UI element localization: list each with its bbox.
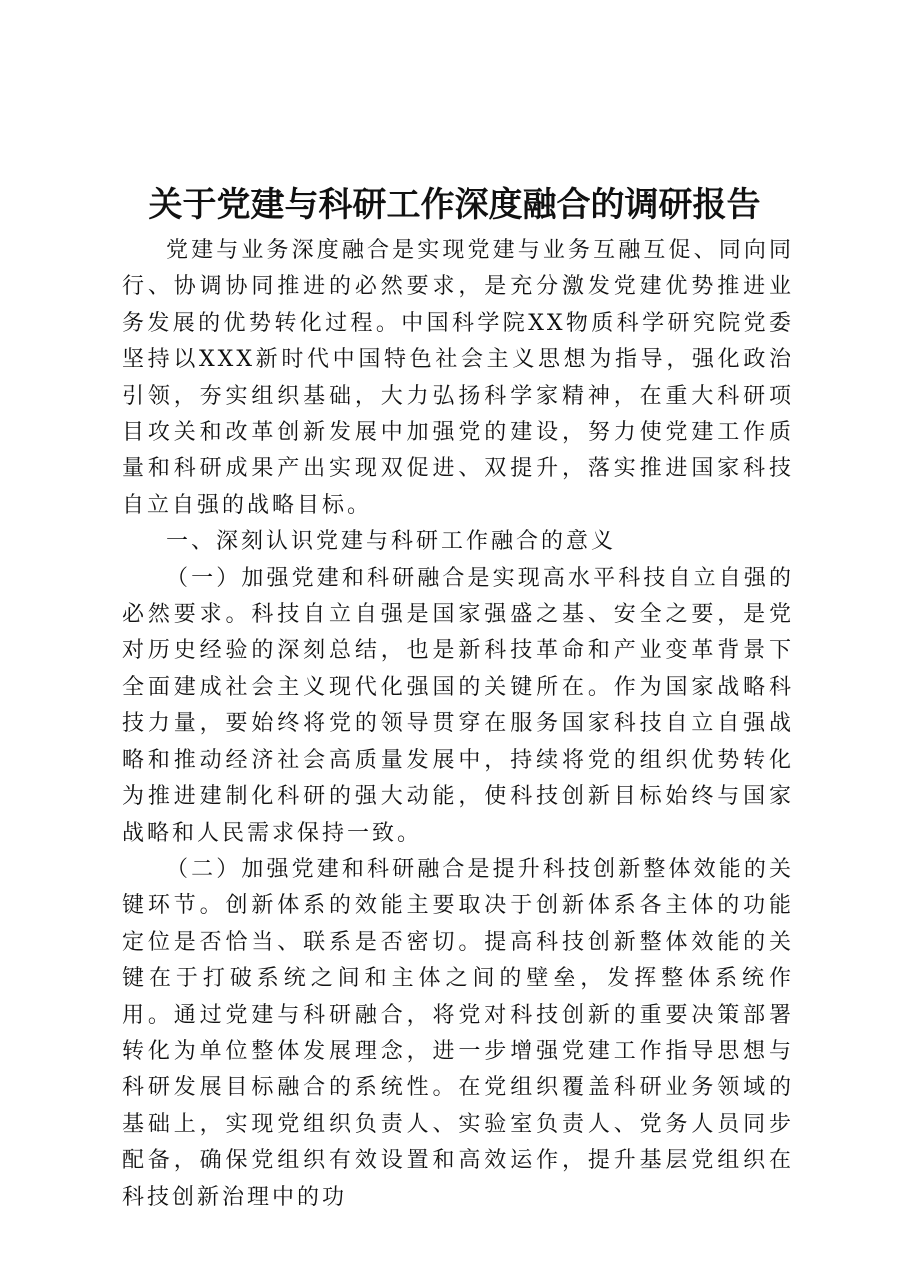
intro-paragraph: 党建与业务深度融合是实现党建与业务互融互促、同向同行、协调协同推进的必然要求，是充分激发党建优势推进业务发展的优势转化过程。中国科学院XX物质科学研究院党委坚持以XXX新时代中国特色社会主义思想为指导，强化政治引领，夯实组织基础，大力弘扬科学家精神，在重大科研项目攻关和改革创新发展中加强党的建设，努力使党建工作质量和科研成果产出实现双促进、双提升，落实推进国家科技自立自强的战略目标。 bbox=[122, 238, 794, 518]
body-paragraph-1: （一）加强党建和科研融合是实现高水平科技自立自强的必然要求。科技自立自强是国家强盛之基、安全之要，是党对历史经验的深刻总结，也是新科技革命和产业变革背景下全面建成社会主义现代化强国的关键所在。作为国家战略科技力量，要始终将党的领导贯穿在服务国家科技自立自强战略和推动经济社会高质量发展中，持续将党的组织优势转化为推进建制化科研的强大动能，使科技创新目标始终与国家战略和人民需求保持一致。 bbox=[122, 565, 794, 846]
document-title: 关于党建与科研工作深度融合的调研报告 bbox=[148, 185, 761, 225]
body-paragraph-2: （二）加强党建和科研融合是提升科技创新整体效能的关键环节。创新体系的效能主要取决于创新体系各主体的功能定位是否恰当、联系是否密切。提高科技创新整体效能的关键在于打破系统之间和主体之间的壁垒，发挥整体系统作用。通过党建与科研融合，将党对科技创新的重要决策部署转化为单位整体发展理念，进一步增强党建工作指导思想与科研发展目标融合的系统性。在党组织覆盖科研业务领域的基础上，实现党组织负责人、实验室负责人、党务人员同步配备，确保党组织有效设置和高效运作，提升基层党组织在科技创新治理中的功 bbox=[122, 856, 794, 1210]
document-body bbox=[122, 233, 794, 1216]
section-heading: 一、深刻认识党建与科研工作融合的意义 bbox=[166, 529, 617, 555]
